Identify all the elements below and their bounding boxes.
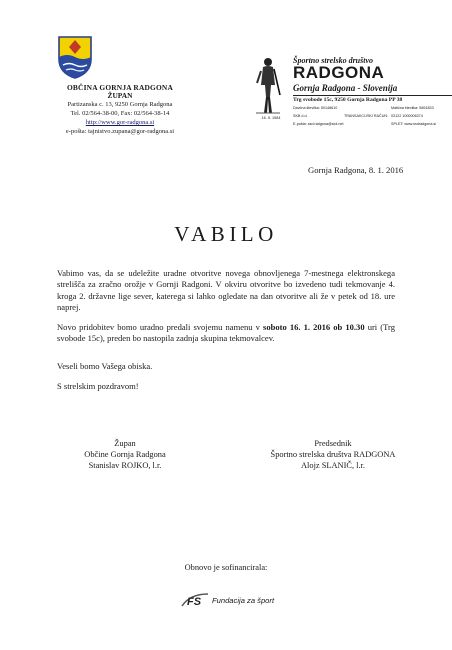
municipality-web-link[interactable]: http://www.gor-radgona.si <box>85 119 155 126</box>
club-name: Športno strelsko društvo <box>293 56 374 65</box>
sponsor-name: Fundacija za šport <box>212 596 275 605</box>
body-paragraph-invitation: Vabimo vas, da se udeležite uradne otvoritve novega obnovljenega 7-mestnega elektronskega strelišča za zračno orožje v Gornji Radgoni. V okviru otvoritve bo izvedeno tudi tekmovanje 4. kroga 2. državne lige sever, katerega si lahko ogledate na dan otvoritve ali že v petek od 18. ure naprej. <box>57 268 395 313</box>
body-paragraph-greeting: S strelskim pozdravom! <box>57 381 139 391</box>
municipality-name: OBČINA GORNJA RADGONA <box>66 83 174 92</box>
club-account-label: TRANSAKCIJSKI RAČUN: <box>344 114 389 118</box>
club-registration-number: Matična številka: 5891833 <box>391 106 434 110</box>
document-date: Gornja Radgona, 8. 1. 2016 <box>308 165 404 175</box>
body-paragraph-welcome: Veseli bomo Vašega obiska. <box>57 361 153 371</box>
handover-text-end: uri (Trg svobode 15c), preden bo nastopila zadnja skupina tekmovalcev. <box>57 322 395 344</box>
signature-mayor <box>40 438 210 471</box>
municipality-address: Partizanska c. 13, 9250 Gornja Radgona <box>67 101 173 108</box>
club-shooter-emblem-icon <box>253 55 283 115</box>
signature-president-name: Alojz SLANIČ, l.r. <box>301 461 365 470</box>
handover-date-time: soboto 16. 1. 2016 ob 10.30 <box>263 322 365 332</box>
signature-president-org: Športno strelska društva RADGONA <box>270 450 396 459</box>
club-bank: SKB d.d. <box>293 114 308 118</box>
club-email: E-pošta: ssd.radgona@siol.net <box>293 122 344 126</box>
club-logo-text: RADGONA <box>293 63 385 82</box>
municipality-phone: Tel. 02/564-38-00, Fax: 02/564-38-14 <box>70 110 170 117</box>
municipality-email: e-pošta: tajnistvo.zupana@gor-radgona.si <box>65 128 175 135</box>
signature-president <box>228 438 438 471</box>
municipality-coat-of-arms-icon <box>57 35 93 79</box>
municipality-role: ŽUPAN <box>107 91 133 100</box>
sports-foundation-logo-letters: FS <box>187 596 202 608</box>
sports-foundation-logo-icon <box>180 592 210 608</box>
signature-mayor-role: Župan <box>114 439 136 448</box>
club-header-divider <box>293 95 452 96</box>
signature-mayor-name: Stanislav ROJKO, l.r. <box>88 461 162 470</box>
document-title: VABILO <box>174 222 278 246</box>
handover-text-start: Novo pridobitev bomo uradno predali svojemu namenu v <box>57 322 263 332</box>
signature-mayor-org: Občine Gornja Radgona <box>84 450 166 459</box>
club-address: Trg svobode 15c, 9250 Gornja Radgona PP 38 <box>293 97 403 103</box>
signature-president-role: Predsednik <box>314 439 352 448</box>
club-emblem-year: 16. 5. 1984 <box>261 116 281 120</box>
cofinancing-label: Obnovo je sofinancirala: <box>184 563 268 572</box>
club-account-number: 03122 1000006374 <box>391 114 423 118</box>
body-paragraph-handover <box>57 322 395 345</box>
club-tax-number: Davčna številka: 50148610 <box>293 106 338 110</box>
club-website: SPLET: www.ssdradgona.si <box>391 122 437 126</box>
club-place: Gornja Radgona - Slovenija <box>293 83 398 93</box>
